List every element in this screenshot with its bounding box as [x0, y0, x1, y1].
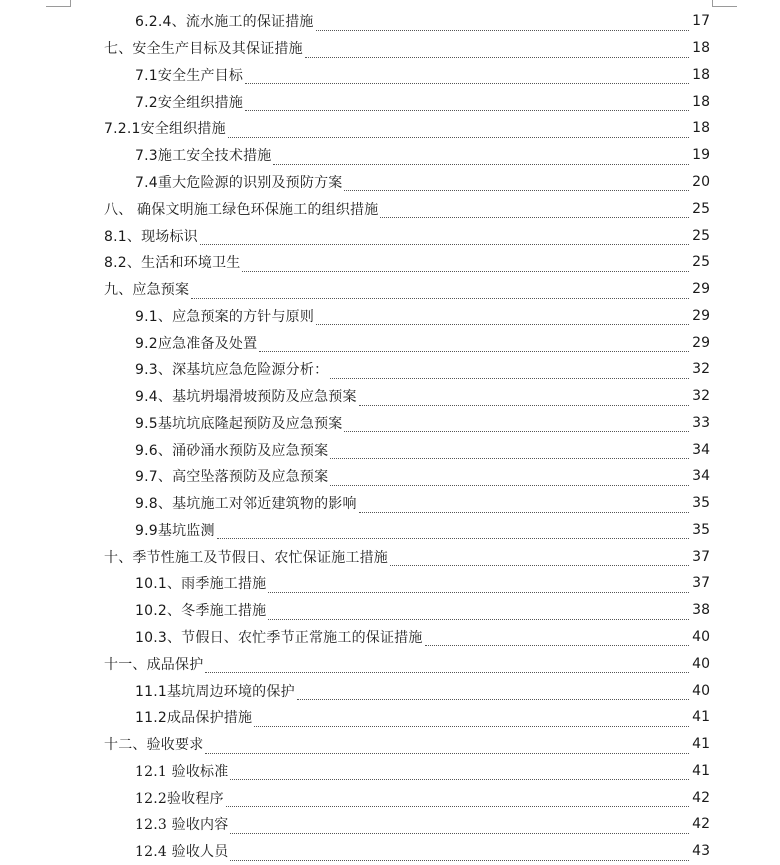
toc-dot-leader: [242, 257, 689, 272]
toc-entry[interactable]: [0, 517, 780, 544]
toc-entry[interactable]: [0, 115, 780, 142]
toc-entry-title: 12.2验收程序: [135, 790, 224, 807]
toc-dot-leader: [254, 712, 689, 727]
toc-dot-leader: [297, 685, 689, 700]
toc-entry[interactable]: [0, 88, 780, 115]
toc-dot-leader: [230, 765, 689, 780]
toc-entry-title: 八、 确保文明施工绿色环保施工的组织措施: [104, 201, 379, 218]
toc-page-number: 34: [692, 468, 710, 485]
toc-dot-leader: [359, 498, 689, 513]
toc-page-number: 18: [692, 40, 710, 57]
toc-entry[interactable]: [0, 811, 780, 838]
toc-page-number: 18: [692, 66, 710, 83]
toc-entry[interactable]: [0, 463, 780, 490]
toc-page-number: 29: [692, 307, 710, 324]
toc-entry-title: 7.2安全组织措施: [135, 94, 244, 111]
toc-page-number: 25: [692, 254, 710, 271]
toc-entry-title: 7.4重大危险源的识别及预防方案: [135, 174, 343, 191]
toc-entry-title: 9.8、基坑施工对邻近建筑物的影响: [135, 496, 357, 513]
toc-entry-title: 6.2.4、流水施工的保证措施: [135, 14, 314, 31]
toc-page-number: 35: [692, 521, 710, 538]
toc-entry-title: 7.3施工安全技术措施: [135, 148, 272, 165]
toc-dot-leader: [273, 150, 689, 165]
toc-dot-leader: [330, 444, 689, 459]
toc-page-number: 41: [692, 736, 710, 753]
toc-dot-leader: [305, 43, 689, 58]
toc-page-number: 41: [692, 762, 710, 779]
toc-dot-leader: [330, 471, 689, 486]
toc-entry[interactable]: [0, 302, 780, 329]
toc-page-number: 29: [692, 281, 710, 298]
toc-entry-title: 七、安全生产目标及其保证措施: [104, 41, 303, 58]
toc-entry[interactable]: [0, 409, 780, 436]
toc-page-number: 17: [692, 13, 710, 30]
toc-page-number: 37: [692, 548, 710, 565]
toc-page-number: 18: [692, 120, 710, 137]
toc-entry-title: 10.1、雨季施工措施: [135, 576, 267, 593]
toc-entry-title: 9.3、深基坑应急危险源分析：: [135, 362, 329, 379]
toc-dot-leader: [268, 605, 689, 620]
toc-entry-title: 11.1基坑周边环境的保护: [135, 683, 295, 700]
toc-page-number: 29: [692, 334, 710, 351]
toc-dot-leader: [344, 176, 689, 191]
toc-dot-leader: [390, 551, 689, 566]
toc-page-number: 32: [692, 361, 710, 378]
toc-entry-title: 7.2.1安全组织措施: [104, 121, 226, 138]
toc-entry[interactable]: [0, 784, 780, 811]
toc-entry[interactable]: [0, 356, 780, 383]
toc-page-number: 42: [692, 789, 710, 806]
toc-entry-title: 9.2应急准备及处置: [135, 335, 258, 352]
toc-page-number: 25: [692, 227, 710, 244]
toc-entry-title: 10.3、节假日、农忙季节正常施工的保证措施: [135, 629, 423, 646]
toc-dot-leader: [316, 310, 689, 325]
toc-entry[interactable]: [0, 757, 780, 784]
toc-dot-leader: [200, 230, 689, 245]
table-of-contents: [0, 8, 780, 865]
toc-entry[interactable]: [0, 543, 780, 570]
toc-dot-leader: [425, 631, 689, 646]
page-corner-mark-left: [46, 0, 71, 7]
toc-page-number: 38: [692, 602, 710, 619]
toc-entry[interactable]: [0, 276, 780, 303]
toc-page-number: 20: [692, 173, 710, 190]
toc-page-number: 37: [692, 575, 710, 592]
toc-entry[interactable]: [0, 704, 780, 731]
toc-dot-leader: [217, 524, 689, 539]
toc-entry[interactable]: [0, 169, 780, 196]
toc-page-number: 34: [692, 441, 710, 458]
toc-entry[interactable]: [0, 436, 780, 463]
toc-dot-leader: [228, 123, 689, 138]
toc-page-number: 25: [692, 200, 710, 217]
toc-dot-leader: [330, 364, 689, 379]
toc-entry-title: 9.5基坑坑底隆起预防及应急预案: [135, 415, 343, 432]
page-corner-mark-right: [712, 0, 737, 7]
toc-entry[interactable]: [0, 838, 780, 865]
toc-entry[interactable]: [0, 490, 780, 517]
toc-entry[interactable]: [0, 249, 780, 276]
toc-entry-title: 9.1、应急预案的方针与原则: [135, 308, 315, 325]
toc-page-number: 32: [692, 388, 710, 405]
toc-entry[interactable]: [0, 597, 780, 624]
toc-dot-leader: [245, 96, 689, 111]
toc-dot-leader: [230, 846, 689, 861]
toc-dot-leader: [205, 658, 689, 673]
toc-entry[interactable]: [0, 222, 780, 249]
toc-entry[interactable]: [0, 677, 780, 704]
toc-page-number: 19: [692, 147, 710, 164]
toc-entry-title: 12.1 验收标准: [135, 763, 229, 780]
toc-entry[interactable]: [0, 624, 780, 651]
toc-entry-title: 7.1安全生产目标: [135, 67, 244, 84]
toc-dot-leader: [344, 417, 689, 432]
toc-entry-title: 十二、验收要求: [104, 737, 204, 754]
toc-dot-leader: [205, 739, 689, 754]
toc-page-number: 35: [692, 495, 710, 512]
toc-entry[interactable]: [0, 195, 780, 222]
toc-entry[interactable]: [0, 650, 780, 677]
toc-entry-title: 8.2、生活和环境卫生: [104, 255, 241, 272]
toc-entry[interactable]: [0, 62, 780, 89]
toc-entry[interactable]: [0, 570, 780, 597]
toc-page-number: 33: [692, 414, 710, 431]
toc-entry-title: 十、季节性施工及节假日、农忙保证施工措施: [104, 549, 388, 566]
toc-entry[interactable]: [0, 35, 780, 62]
toc-dot-leader: [226, 792, 689, 807]
toc-page-number: 43: [692, 843, 710, 860]
toc-dot-leader: [316, 16, 689, 31]
toc-entry[interactable]: [0, 329, 780, 356]
toc-dot-leader: [191, 284, 689, 299]
toc-page-number: 40: [692, 628, 710, 645]
toc-page-number: 40: [692, 655, 710, 672]
toc-entry-title: 9.6、涌砂涌水预防及应急预案: [135, 442, 329, 459]
toc-entry-title: 11.2成品保护措施: [135, 710, 253, 727]
toc-entry[interactable]: [0, 8, 780, 35]
toc-entry-title: 12.4 验收人员: [135, 844, 229, 861]
toc-entry-title: 10.2、冬季施工措施: [135, 603, 267, 620]
toc-entry-title: 9.4、基坑坍塌滑坡预防及应急预案: [135, 389, 357, 406]
toc-entry-title: 9.7、高空坠落预防及应急预案: [135, 469, 329, 486]
toc-entry[interactable]: [0, 142, 780, 169]
toc-dot-leader: [245, 69, 689, 84]
toc-dot-leader: [359, 391, 689, 406]
toc-dot-leader: [380, 203, 689, 218]
toc-entry-title: 12.3 验收内容: [135, 817, 229, 834]
toc-entry-title: 十一、成品保护: [104, 656, 204, 673]
toc-page-number: 40: [692, 682, 710, 699]
toc-page-number: 41: [692, 709, 710, 726]
toc-dot-leader: [230, 819, 689, 834]
toc-page-number: 42: [692, 816, 710, 833]
toc-entry-title: 9.9基坑监测: [135, 522, 215, 539]
toc-dot-leader: [268, 578, 689, 593]
toc-entry[interactable]: [0, 383, 780, 410]
toc-entry-title: 8.1、现场标识: [104, 228, 198, 245]
toc-entry-title: 九、应急预案: [104, 282, 190, 299]
toc-page-number: 18: [692, 93, 710, 110]
toc-entry[interactable]: [0, 731, 780, 758]
toc-dot-leader: [259, 337, 689, 352]
